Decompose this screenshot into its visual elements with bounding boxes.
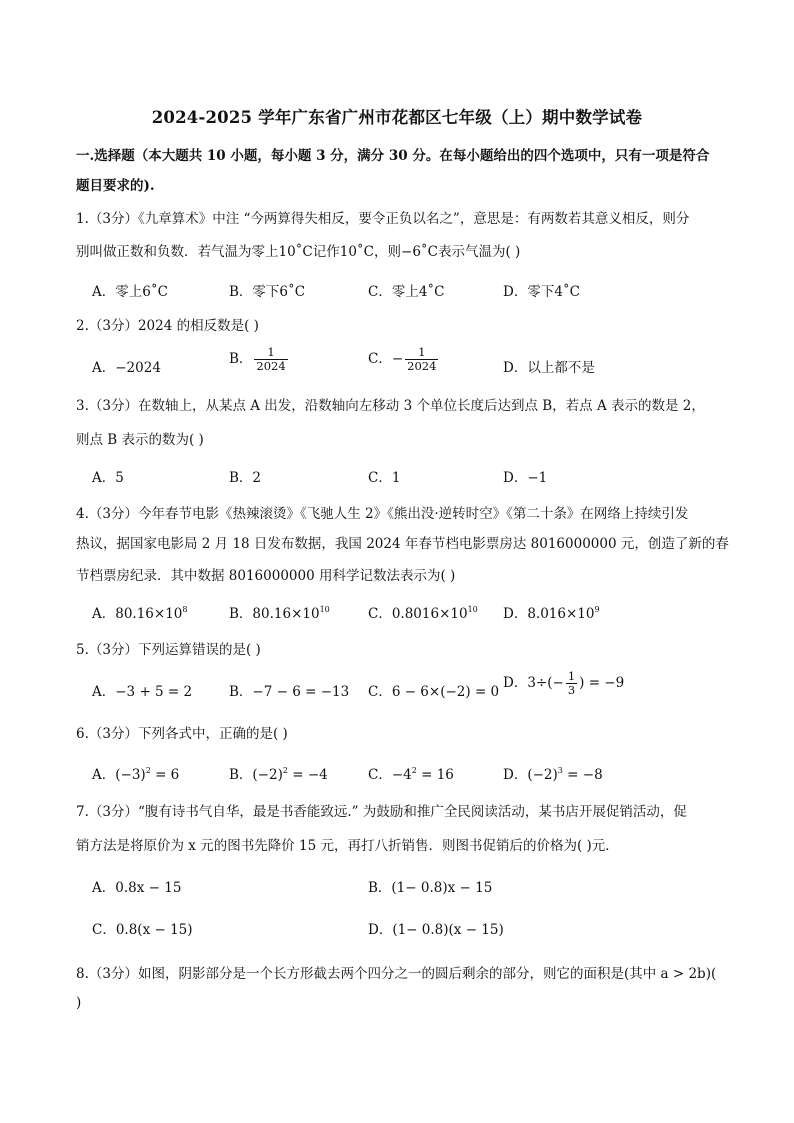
option-text: B．(−2) xyxy=(229,767,283,783)
exponent: 2 xyxy=(282,766,288,775)
fraction xyxy=(254,346,287,373)
fraction xyxy=(566,670,577,697)
question-4-option-b xyxy=(229,602,330,622)
fraction-numerator: 1 xyxy=(405,346,438,360)
option-c-label: C．− xyxy=(368,351,404,367)
question-6-option-d xyxy=(503,763,603,783)
question-1-option-d: D．零下4˚C xyxy=(503,284,580,300)
question-7-text: 7.（3分）“腹有诗书气自华，最是书香能致远.” 为鼓励和推广全民阅读活动，某书店开展促销活动，促 xyxy=(76,804,687,820)
page-title: 2024-2025 学年广东省广州市花都区七年级（上）期中数学试卷 xyxy=(151,108,643,127)
option-text: D．3÷(− xyxy=(503,675,564,691)
question-7-option-d: D．(1− 0.8)(x − 15) xyxy=(368,922,504,938)
option-text-tail: = 6 xyxy=(150,767,180,783)
fraction-numerator: 1 xyxy=(254,346,287,360)
question-2-text: 2.（3分）2024 的相反数是( ) xyxy=(76,318,259,334)
exponent: 3 xyxy=(557,766,563,775)
question-1-option-c: C．零上4˚C xyxy=(368,284,445,300)
question-1-option-b: B．零下6˚C xyxy=(229,284,306,300)
question-1-text: 1.（3分）《九章算术》中注 “今两算得失相反，要令正负以名之”，意思是：有两数若其意义相反，则分 xyxy=(76,211,690,227)
question-8-text-cont: ) xyxy=(76,995,82,1011)
question-3-option-d: D．−1 xyxy=(503,470,548,486)
option-text-tail: = 16 xyxy=(416,767,454,783)
fraction-denominator: 2024 xyxy=(407,359,437,373)
option-text: A．80.16×10 xyxy=(92,606,183,622)
fraction xyxy=(405,346,438,373)
section-heading: 一.选择题（本大题共 10 小题，每小题 3 分，满分 30 分。在每小题给出的四个选项中，只有一项是符合 xyxy=(76,148,710,164)
question-7-option-b: B．(1− 0.8)x − 15 xyxy=(368,880,493,896)
fraction-denominator: 2024 xyxy=(256,359,286,373)
question-2-option-b xyxy=(229,346,290,373)
option-text-tail: ) = −9 xyxy=(579,675,625,691)
question-7-option-c: C．0.8(x − 15) xyxy=(92,922,193,938)
question-6-text: 6.（3分）下列各式中，正确的是( ) xyxy=(76,726,288,742)
question-3-option-c: C．1 xyxy=(368,470,401,486)
question-3-text-cont: 则点 B 表示的数为( ) xyxy=(76,432,204,448)
exponent: 2 xyxy=(411,766,417,775)
exponent: 8 xyxy=(182,605,188,614)
exponent: 9 xyxy=(594,605,600,614)
question-6-option-a xyxy=(92,763,179,783)
fraction-numerator: 1 xyxy=(567,669,576,683)
section-heading-cont: 题目要求的). xyxy=(76,178,155,194)
question-1-option-a: A．零上6˚C xyxy=(92,284,168,300)
option-text: B．80.16×10 xyxy=(229,606,320,622)
question-5-option-a: A．−3 + 5 = 2 xyxy=(92,684,193,700)
question-7-text-cont: 销方法是将原价为 x 元的图书先降价 15 元，再打八折销售．则图书促销后的价格为( )元． xyxy=(76,838,619,854)
exponent: 10 xyxy=(319,605,330,614)
question-2-option-d: D．以上都不是 xyxy=(503,360,595,376)
option-b-label: B． xyxy=(229,351,253,367)
option-text-tail: = −4 xyxy=(287,767,328,783)
option-text-tail: = −8 xyxy=(562,767,603,783)
question-6-option-c xyxy=(368,763,454,783)
question-3-option-a: A．5 xyxy=(92,470,124,486)
question-4-text: 4.（3分）今年春节电影《热辣滚烫》《飞驰人生 2》《熊出没·逆转时空》《第二十条》在网络上持续引发 xyxy=(76,506,689,522)
question-4-option-d xyxy=(503,602,600,622)
question-5-option-b: B．−7 − 6 = −13 xyxy=(229,684,350,700)
question-2-option-c xyxy=(368,346,440,373)
question-2-option-a: A．−2024 xyxy=(92,360,161,376)
question-4-option-a xyxy=(92,602,187,622)
question-5-option-c: C．6 − 6×(−2) = 0 xyxy=(368,684,500,700)
question-5-text: 5.（3分）下列运算错误的是( ) xyxy=(76,642,261,658)
exponent: 10 xyxy=(467,605,478,614)
exponent: 2 xyxy=(145,766,151,775)
question-8-text: 8.（3分）如图，阴影部分是一个长方形截去两个四分之一的圆后剩余的部分，则它的面积是(其中 a > 2b)( xyxy=(76,966,717,982)
option-text: D．(−2) xyxy=(503,767,558,783)
question-7-option-a: A．0.8x − 15 xyxy=(92,880,182,896)
fraction-denominator: 3 xyxy=(567,683,576,697)
option-text: A．(−3) xyxy=(92,767,146,783)
question-6-option-b xyxy=(229,763,328,783)
question-4-text-cont2: 节档票房纪录．其中数据 8016000000 用科学记数法表示为( ) xyxy=(76,568,456,584)
option-text: C．−4 xyxy=(368,767,412,783)
question-4-text-cont: 热议，据国家电影局 2 月 18 日发布数据，我国 2024 年春节档电影票房达 8016000000 元，创造了新的春 xyxy=(76,536,729,552)
question-4-option-c xyxy=(368,602,478,622)
question-3-text: 3.（3分）在数轴上，从某点 A 出发，沿数轴向左移动 3 个单位长度后达到点 B，若点 A 表示的数是 2， xyxy=(76,398,705,414)
question-5-option-d xyxy=(503,670,624,697)
question-3-option-b: B．2 xyxy=(229,470,262,486)
option-text: D．8.016×10 xyxy=(503,606,595,622)
question-1-text-cont: 别叫做正数和负数．若气温为零上10˚C记作10˚C，则−6˚C表示气温为( ) xyxy=(76,244,521,260)
option-text: C．0.8016×10 xyxy=(368,606,468,622)
